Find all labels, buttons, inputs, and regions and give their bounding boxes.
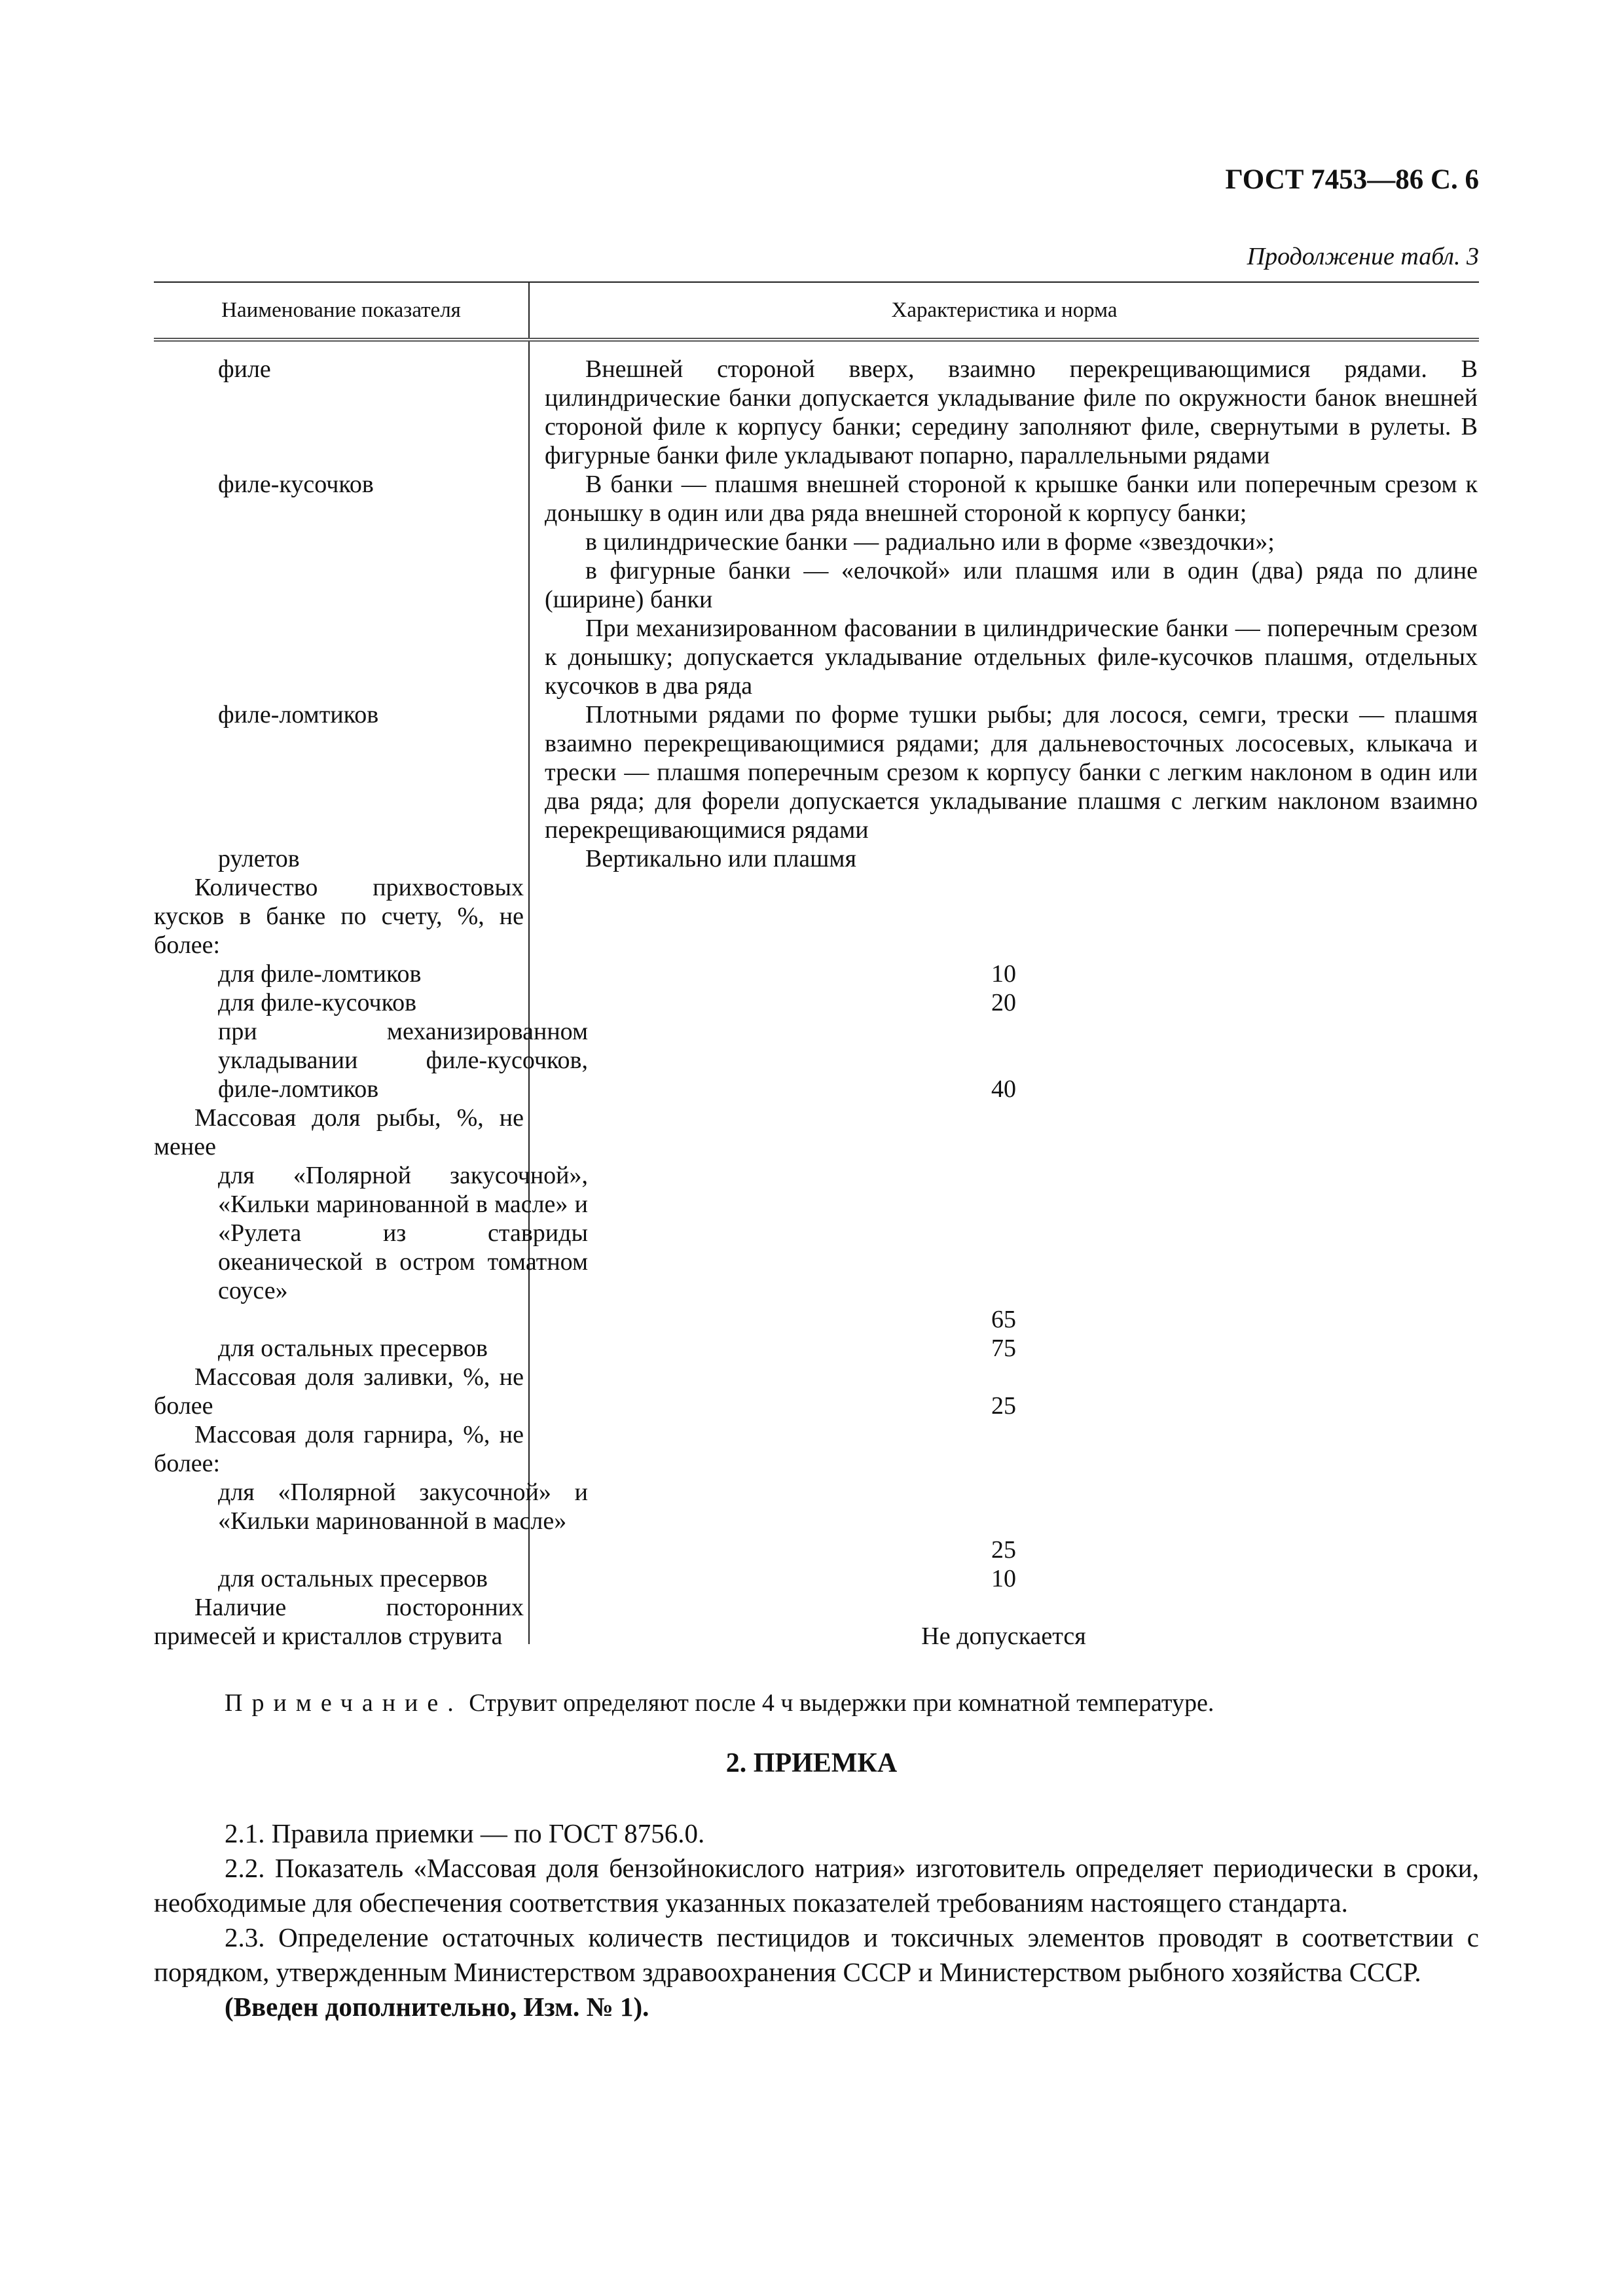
column-header-name: Наименование показателя	[154, 283, 530, 338]
spec-table	[154, 281, 1479, 1650]
paragraph: 2.1. Правила приемки — по ГОСТ 8756.0.	[225, 1818, 705, 1848]
section-body	[154, 1816, 1479, 2024]
row-value: Плотными рядами по форме тушки рыбы; для лосося, семги, трески — плашмя взаимно перекрещивающимися рядами; для дальневосточных лососевых, клыкача и трески — плашмя поперечным срезом к корпусу банки с легким наклоном в один или два ряда; для форели допускается укладывание плашмя с легким наклоном взаимно перекрещивающимися рядами	[545, 701, 1478, 844]
table-caption: Продолжение табл. 3	[1247, 243, 1479, 270]
section-title: 2. ПРИЕМКА	[725, 1748, 898, 1778]
row-value: 75	[991, 1335, 1016, 1362]
row-name: при механизированном укладывании филе-кусочков, филе-ломтиков	[218, 1018, 588, 1103]
row-value: 25	[991, 1392, 1016, 1420]
table-note	[225, 1689, 1214, 1717]
table-header	[154, 281, 1479, 342]
row-name: филе	[218, 355, 271, 383]
note-text: Струвит определяют после 4 ч выдержки при комнатной температуре.	[462, 1689, 1214, 1717]
row-value: 10	[991, 1565, 1016, 1592]
row-value: 20	[991, 989, 1016, 1016]
paragraph: 2.2. Показатель «Массовая доля бензойнокислого натрия» изготовитель определяет периодически в сроки, необходимые для обеспечения соответствия указанных показателей требованиям настоящего стандарта.	[154, 1853, 1479, 1918]
table-body	[154, 342, 1479, 1650]
row-value: Вертикально или плашмя	[585, 845, 856, 872]
row-name: для «Полярной закусочной» и «Кильки маринованной в масле»	[218, 1479, 588, 1535]
row-name: для филе-ломтиков	[218, 960, 422, 988]
page-header: ГОСТ 7453—86 С. 6	[1225, 164, 1479, 195]
row-value: В банки — плашмя внешней стороной к крышке банки или поперечным срезом к донышку в один или два ряда внешней стороной к корпусу банки; в цилиндрические банки — радиально или в форме «звездочки»; в фигурные банки — «елочкой» или плашмя или в один (два) ряда по длине (ширине) банки При механизированном фасовании в цилиндрические банки — поперечным срезом к донышку; допускается укладывание отдельных филе-кусочков плашмя, отдельных кусочков в два ряда	[545, 471, 1478, 700]
row-name: Массовая доля заливки, %, не более	[154, 1363, 524, 1420]
row-name: для филе-кусочков	[218, 989, 417, 1016]
row-name: Количество прихвостовых кусков в банке по счету, %, не более:	[154, 874, 524, 959]
row-value: 10	[991, 960, 1016, 988]
row-name: Наличие посторонних примесей и кристаллов струвита	[154, 1594, 524, 1650]
row-name: филе-ломтиков	[218, 701, 379, 728]
row-value: 65	[991, 1306, 1016, 1333]
note-label: Примечание.	[225, 1689, 463, 1717]
row-name: рулетов	[218, 845, 300, 872]
row-name: для остальных пресервов	[218, 1565, 488, 1592]
row-value: Внешней стороной вверх, взаимно перекрещивающимися рядами. В цилиндрические банки допускается укладывание филе по окружности банок внешней стороной филе к корпусу банки; середину заполняют филе, свернутыми в рулеты. В фигурные банки филе укладывают попарно, параллельными рядами	[545, 355, 1478, 469]
row-value: 25	[991, 1536, 1016, 1564]
row-name: Массовая доля гарнира, %, не более:	[154, 1421, 524, 1477]
row-name: филе-кусочков	[218, 471, 374, 498]
amendment-note: (Введен дополнительно, Изм. № 1).	[225, 1992, 649, 2022]
paragraph: 2.3. Определение остаточных количеств пестицидов и токсичных элементов проводят в соответствии с порядком, утвержденным Министерством здравоохранения СССР и Министерством рыбного хозяйства СССР.	[154, 1922, 1479, 1987]
row-value: 40	[991, 1075, 1016, 1103]
row-name: Массовая доля рыбы, %, не менее	[154, 1104, 524, 1160]
row-name: для остальных пресервов	[218, 1335, 488, 1362]
row-name: для «Полярной закусочной», «Кильки маринованной в масле» и «Рулета из ставриды океанической в остром томатном соусе»	[218, 1162, 588, 1304]
row-value: Не допускается	[921, 1623, 1086, 1650]
column-header-norm: Характеристика и норма	[891, 298, 1118, 322]
